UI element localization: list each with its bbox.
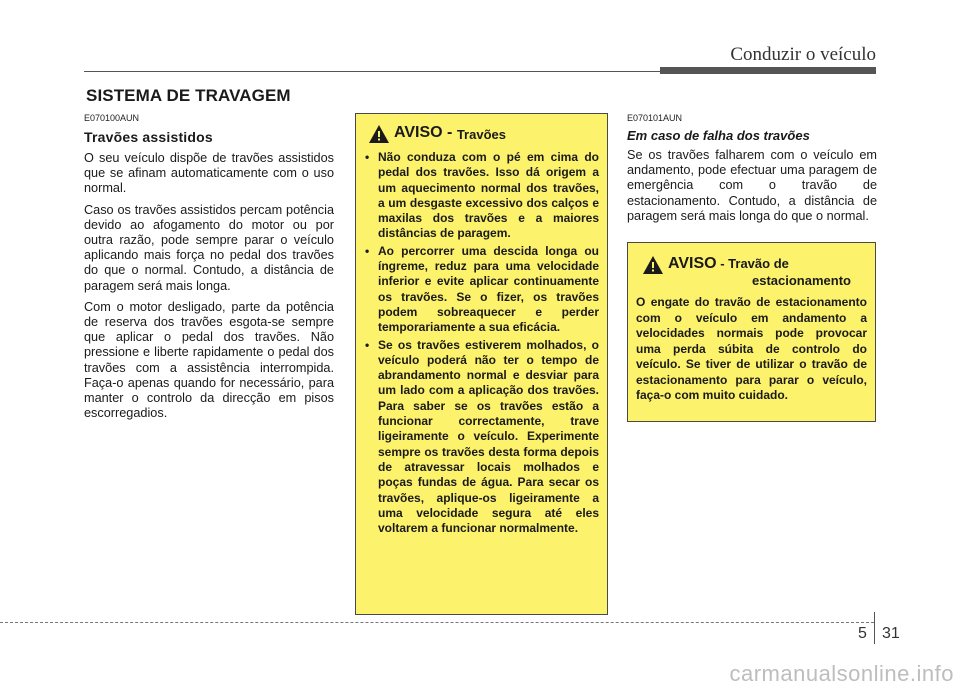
column-brake-assist bbox=[84, 113, 334, 427]
warning-header bbox=[642, 255, 867, 289]
paragraph: Se os travões falharem com o veículo em andamento, pode efectuar uma paragem de emergência com o travão de estacionamento. Contudo, a distância de paragem será mais longa do que o normal. bbox=[627, 148, 877, 223]
warning-triangle-icon bbox=[368, 124, 390, 144]
paragraph: O seu veículo dispõe de travões assistidos que se afinam automaticamente com o uso normal. bbox=[84, 151, 334, 196]
reference-code: E070100AUN bbox=[84, 113, 140, 123]
footer-rule bbox=[0, 622, 874, 623]
warning-item: • Não conduza com o pé em cima do pedal dos travões. Isso dá origem a um aquecimento normal dos travões, a um desgaste excessivo dos calços e maxilas dos travões e a maiores distâncias de paragem. bbox=[364, 150, 599, 242]
reference-code: E070101AUN bbox=[627, 113, 683, 123]
subsection-heading: Travões assistidos bbox=[84, 129, 213, 145]
warning-header bbox=[368, 124, 599, 144]
warning-box-parking-brake bbox=[627, 242, 876, 422]
header-rule bbox=[84, 71, 660, 72]
warning-item: • Ao percorrer uma descida longa ou íngreme, reduz para uma velocidade inferior e evite aplicar continuamente os travões. Se o fizer, os travões podem sobreaquecer e perder temporariamente a sua eficácia. bbox=[364, 244, 599, 336]
warning-word: AVISO bbox=[668, 255, 717, 272]
warning-subject: - Travão de bbox=[716, 256, 789, 271]
watermark: carmanualsonline.info bbox=[729, 661, 954, 686]
footer-divider bbox=[874, 612, 875, 644]
column-brake-failure bbox=[627, 113, 877, 224]
section-title: SISTEMA DE TRAVAGEM bbox=[86, 86, 291, 105]
warning-subject-continued: estacionamento bbox=[752, 273, 851, 288]
warning-dash: - bbox=[442, 124, 457, 141]
header-rule-bar bbox=[660, 67, 876, 74]
paragraph: Caso os travões assistidos percam potência devido ao afogamento do motor ou por outra razão, pode sempre parar o veículo aplicando mais força no pedal dos travões do que o normal. Contudo, a distância de paragem será mais longa. bbox=[84, 202, 334, 293]
chapter-number: 5 bbox=[858, 625, 867, 642]
page-number: 31 bbox=[882, 625, 900, 642]
subsection-heading: Em caso de falha dos travões bbox=[627, 128, 810, 143]
chapter-title: Conduzir o veículo bbox=[730, 44, 876, 65]
warning-list bbox=[364, 150, 599, 536]
warning-word: AVISO bbox=[394, 124, 443, 141]
warning-triangle-icon bbox=[642, 255, 664, 275]
warning-subject: Travões bbox=[456, 127, 506, 142]
paragraph: Com o motor desligado, parte da potência de reserva dos travões esgota-se sempre que aplicar o pedal dos travões. Não pressione e liberte rapidamente o pedal dos travões com a assistência interrompida. Faça-o apenas quando for necessário, para manter o controlo da direcção em pisos escorregadios. bbox=[84, 299, 334, 421]
warning-item: • Se os travões estiverem molhados, o veículo poderá não ter o tempo de abrandamento normal e desviar para um lado com a aplicação dos travões. Para saber se os travões estão a funcionar correctamente, trave ligeiramente o veículo. Experimente sempre os travões desta forma depois de atravessar locais molhados e poças fundas de água. Para secar os travões, aplique-os ligeiramente a uma velocidade segura até eles voltarem a funcionar normalmente. bbox=[364, 338, 599, 537]
warning-text: O engate do travão de estacionamento com o veículo em andamento a velocidades normais pode provocar uma perda súbita de controlo do veículo. Se tiver de utilizar o travão de estacionamento para parar o veículo, faça-o com muito cuidado. bbox=[636, 295, 867, 402]
warning-box-brakes bbox=[355, 113, 608, 615]
